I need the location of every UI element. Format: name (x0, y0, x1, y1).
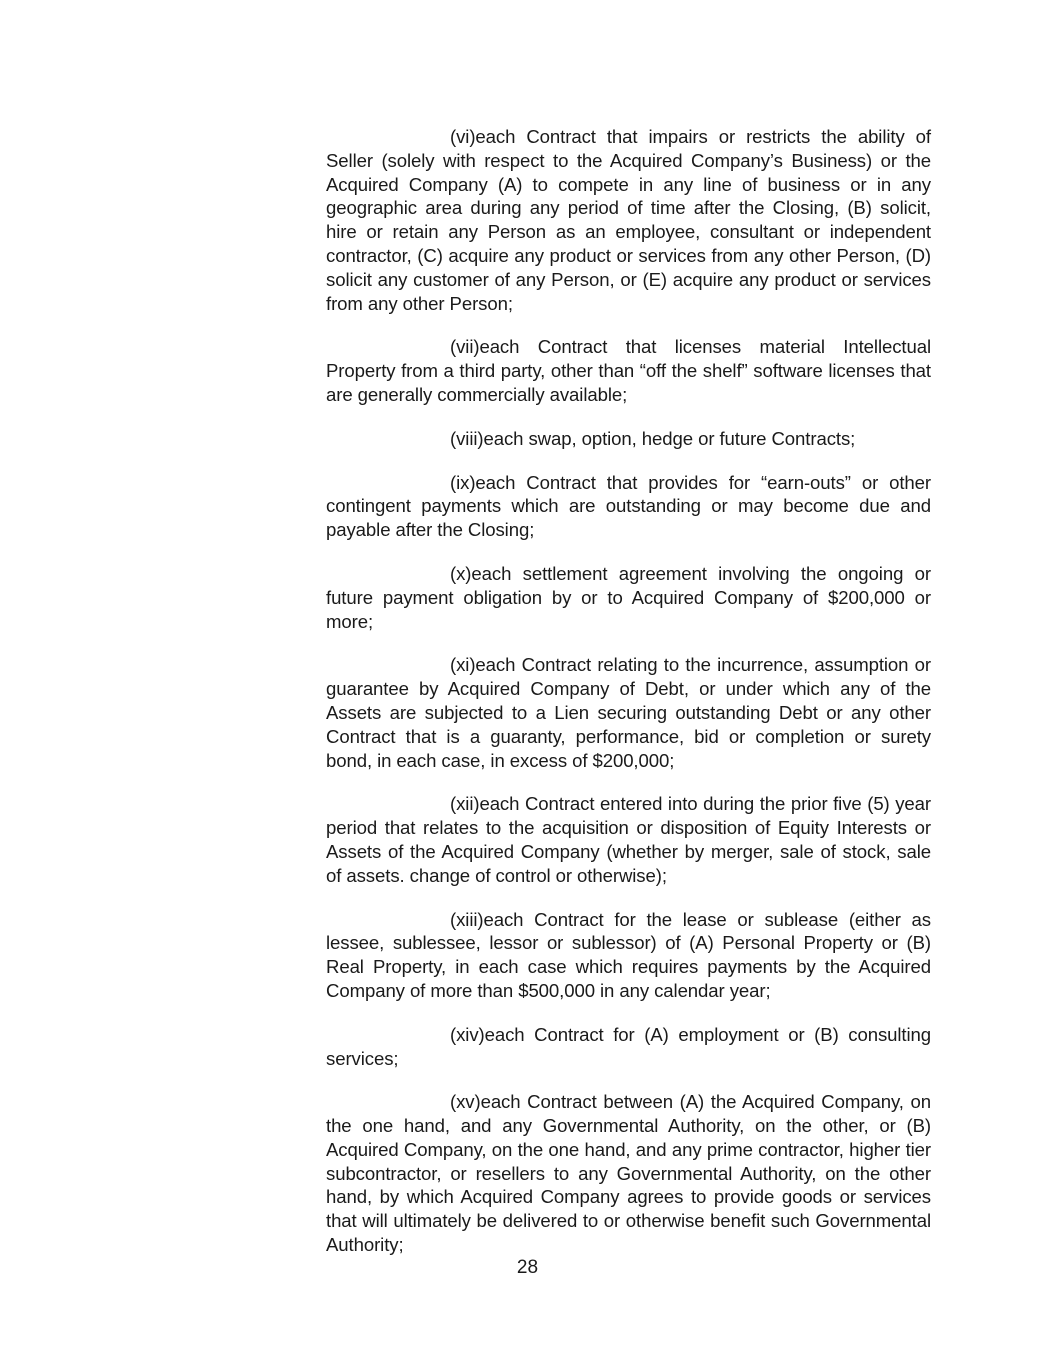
clause-text: each Contract entered into during the prior five (5) year period that relates to the acquisition or disposition of Equity Interests or Assets of the Acquired Company (whether by merger, sale of stock, sale of assets. change of control or otherwise); (326, 793, 931, 886)
clause-number: (x) (450, 562, 472, 584)
clause-text: each swap, option, hedge or future Contracts; (483, 427, 856, 449)
clause-number: (viii) (450, 427, 484, 449)
clause-xi (326, 653, 931, 772)
clause-xiv (326, 1023, 931, 1071)
clause-text: each Contract that provides for “earn-outs” or other contingent payments which are outstanding or may become due and payable after the Closing; (326, 471, 931, 541)
clause-text: each Contract for (A) employment or (B) consulting services; (326, 1023, 931, 1069)
contract-list (326, 125, 931, 1277)
clause-vi (326, 125, 931, 315)
clause-number: (xv) (450, 1091, 481, 1113)
page-number: 28 (516, 1257, 539, 1278)
clause-number: (ix) (450, 471, 476, 493)
clause-number: (vi) (450, 126, 476, 147)
clause-text: each Contract that impairs or restricts the ability of Seller (solely with respect to the Acquired Company’s Business) or the Acquired Company (A) to compete in any line of business or in any geographic area during any period of time after the Closing, (B) solicit, hire or retain any Person as an employee, consultant or independent contractor, (C) acquire any product or services from any other Person, (D) solicit any customer of any Person, or (E) acquire any product or services from any other Person; (326, 126, 931, 314)
clause-text: each settlement agreement involving the ongoing or future payment obligation by or to Acquired Company of $200,000 or more; (326, 562, 931, 632)
clause-x (326, 562, 931, 633)
clause-number: (xiii) (450, 908, 484, 930)
clause-text: each Contract relating to the incurrence, assumption or guarantee by Acquired Company of Debt, or under which any of the Assets are subjected to a Lien securing outstanding Debt or any other Contract that is a guaranty, performance, bid or completion or surety bond, in each case, in excess of $200,000; (326, 654, 931, 771)
clause-text: each Contract for the lease or sublease (either as lessee, sublessee, lessor or sublessor) of (A) Personal Property or (B) Real Property, in each case which requires payments by the Acquired Company of more than $500,000 in any calendar year; (326, 908, 931, 1001)
clause-ix (326, 471, 931, 542)
clause-vii (326, 335, 931, 406)
clause-number: (xi) (450, 654, 476, 676)
clause-number: (vii) (450, 336, 480, 358)
clause-xii (326, 792, 931, 887)
clause-xv (326, 1090, 931, 1257)
clause-number: (xii) (450, 793, 480, 815)
clause-number: (xiv) (450, 1023, 485, 1045)
clause-xiii (326, 908, 931, 1003)
clause-text: each Contract that licenses material Intellectual Property from a third party, other than “off the shelf” software licenses that are generally commercially available; (326, 336, 931, 405)
clause-viii (326, 427, 931, 451)
clause-text: each Contract between (A) the Acquired Company, on the one hand, and any Governmental Authority, on the other, or (B) Acquired Company, on the one hand, and any prime contractor, higher tier subcontractor, or resellers to any Governmental Authority, on the other hand, by which Acquired Company agrees to provide goods or services that will ultimately be delivered to or otherwise benefit such Governmental Authority; (326, 1091, 931, 1256)
